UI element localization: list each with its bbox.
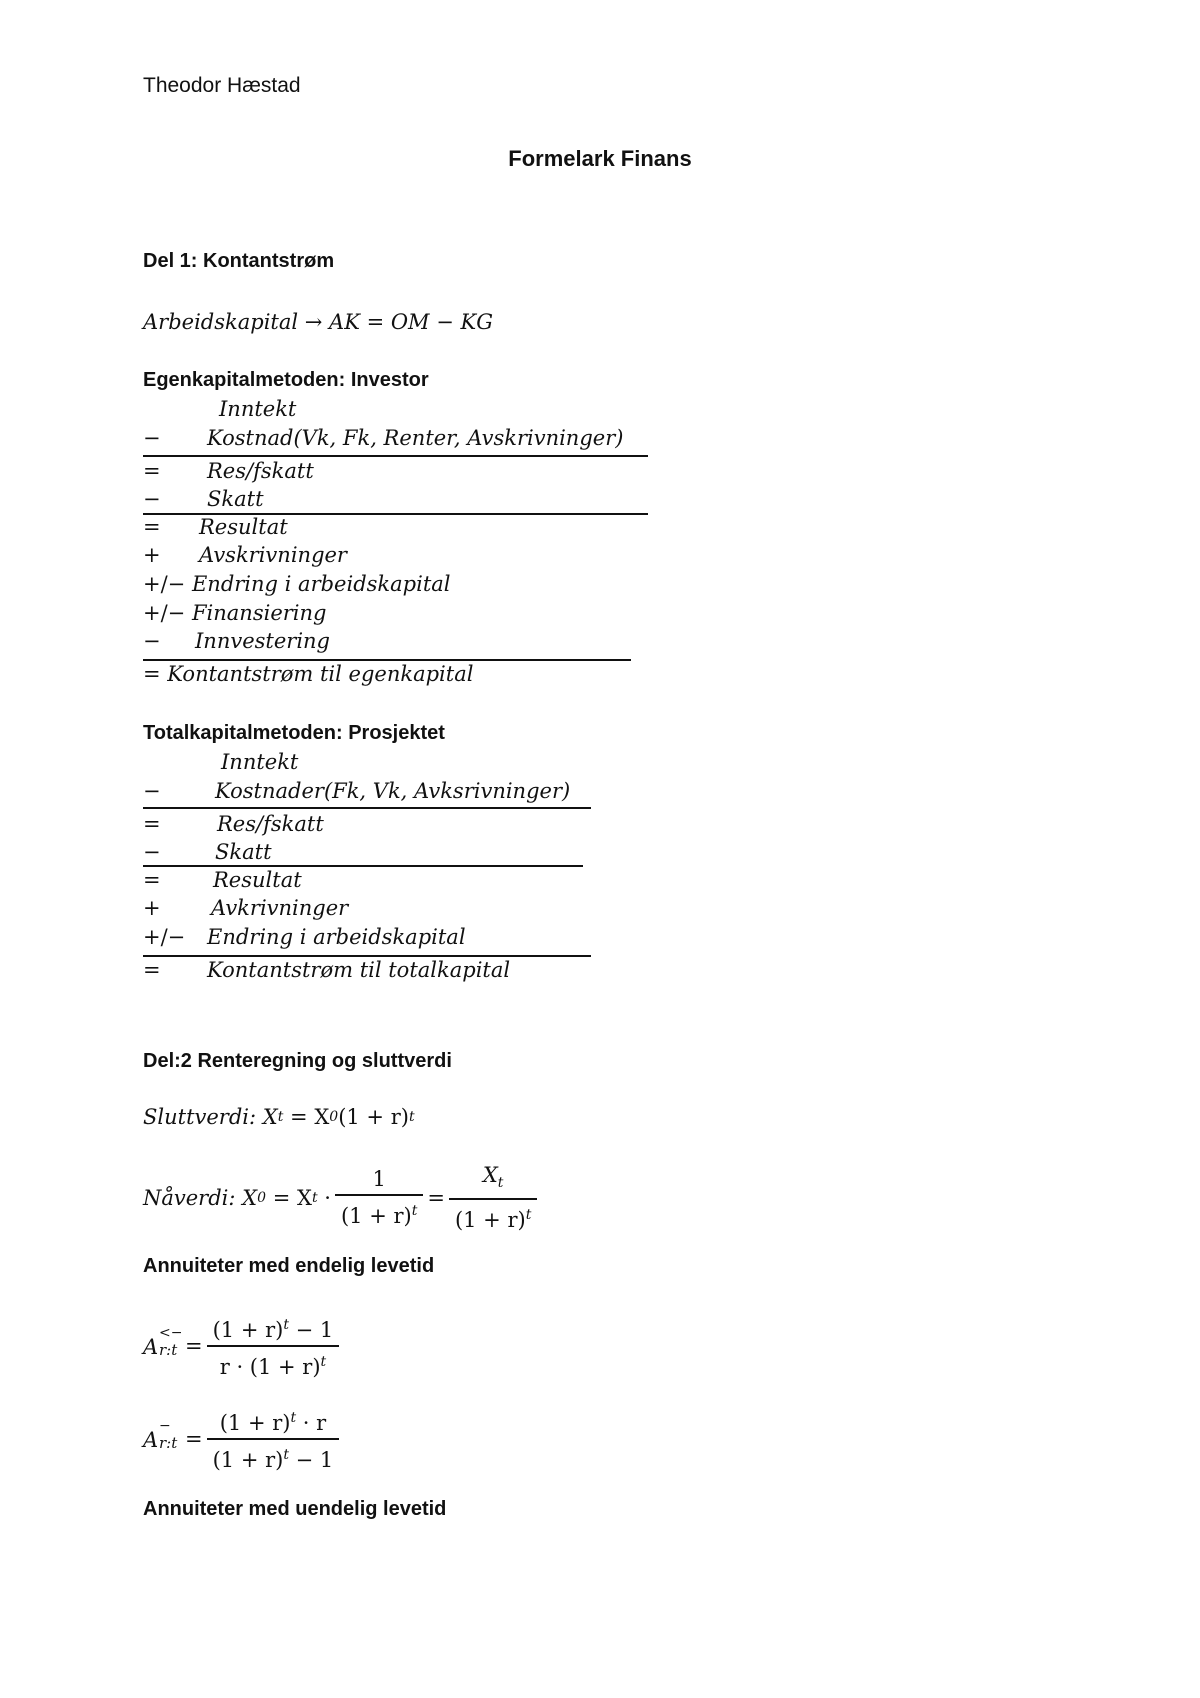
ek-row-kontantstrom: = Kontantstrøm til egenkapital bbox=[143, 662, 474, 686]
naverdi-fraction-2: $\frac{X_t}{(1 + r)^t}$ bbox=[449, 1160, 537, 1235]
ek-row-inntekt: Inntekt bbox=[219, 397, 297, 421]
heading-annuitet-uendelig: Annuiteter med uendelig levetid bbox=[143, 1498, 447, 1520]
ann1-fraction: $\frac{(1 + r)^t - 1}{r \cdot (1 + r)^t}$ bbox=[207, 1310, 340, 1382]
tk-row-avkrivninger: + Avkrivninger bbox=[143, 896, 349, 920]
formula-arbeidskapital: Arbeidskapital → AK = OM − KG bbox=[143, 310, 493, 334]
formula-sluttverdi: Sluttverdi: X t = X 0 (1 + r) t bbox=[143, 1105, 415, 1129]
formula-annuitetsfaktor: A <− r:t = $\frac{(1 + r)^t - 1}{r \cdot (1 + r)^t}$ bbox=[143, 1310, 343, 1382]
tk-row-resfskatt: = Res/fskatt bbox=[143, 812, 324, 836]
ek-row-skatt: − Skatt bbox=[143, 487, 264, 511]
document-title: Formelark Finans bbox=[508, 146, 692, 171]
ek-row-innvestering: − Innvestering bbox=[143, 629, 331, 653]
heading-totalkapitalmetoden: Totalkapitalmetoden: Prosjektet bbox=[143, 722, 445, 744]
ann2-fraction: $\frac{(1 + r)^t \cdot r}{(1 + r)^t - 1}$ bbox=[207, 1403, 340, 1475]
ek-row-resfskatt: = Res/fskatt bbox=[143, 459, 314, 483]
tk-row-skatt: − Skatt bbox=[143, 840, 272, 864]
author-name: Theodor Hæstad bbox=[143, 74, 301, 97]
tk-rule-2 bbox=[143, 865, 583, 867]
ek-rule-1 bbox=[143, 455, 648, 457]
ek-row-endring: +/− Endring i arbeidskapital bbox=[143, 572, 451, 596]
ek-row-kostnad: − Kostnad(Vk, Fk, Renter, Avskrivninger) bbox=[143, 426, 624, 450]
tk-row-endring: +/− Endring i arbeidskapital bbox=[143, 925, 466, 949]
tk-row-resultat: = Resultat bbox=[143, 868, 302, 892]
tk-row-kostnader: − Kostnader(Fk, Vk, Avksrivninger) bbox=[143, 779, 571, 803]
tk-row-kontantstrom: = Kontantstrøm til totalkapital bbox=[143, 958, 511, 982]
heading-egenkapitalmetoden: Egenkapitalmetoden: Investor bbox=[143, 369, 429, 391]
ek-rule-3 bbox=[143, 659, 631, 661]
formula-naverdi: Nåverdi: X 0 = X t · $\frac{1}{(1 + r)^t}$ = $\frac{X_t}{(1 + r)^t}$ bbox=[143, 1160, 541, 1235]
tk-rule-3 bbox=[143, 955, 591, 957]
ek-row-resultat: = Resultat bbox=[143, 515, 288, 539]
ek-row-finansiering: +/− Finansiering bbox=[143, 601, 327, 625]
heading-annuitet-endelig: Annuiteter med endelig levetid bbox=[143, 1255, 435, 1277]
section-heading-del1: Del 1: Kontantstrøm bbox=[143, 250, 335, 272]
section-heading-del2: Del:2 Renteregning og sluttverdi bbox=[143, 1050, 452, 1072]
formula-annuitet: A − r:t = $\frac{(1 + r)^t \cdot r}{(1 + r)^t - 1}$ bbox=[143, 1403, 343, 1475]
naverdi-fraction-1: $\frac{1}{(1 + r)^t}$ bbox=[335, 1164, 423, 1231]
tk-row-inntekt: Inntekt bbox=[221, 750, 299, 774]
ek-row-avskrivninger: + Avskrivninger bbox=[143, 543, 347, 567]
tk-rule-1 bbox=[143, 807, 591, 809]
